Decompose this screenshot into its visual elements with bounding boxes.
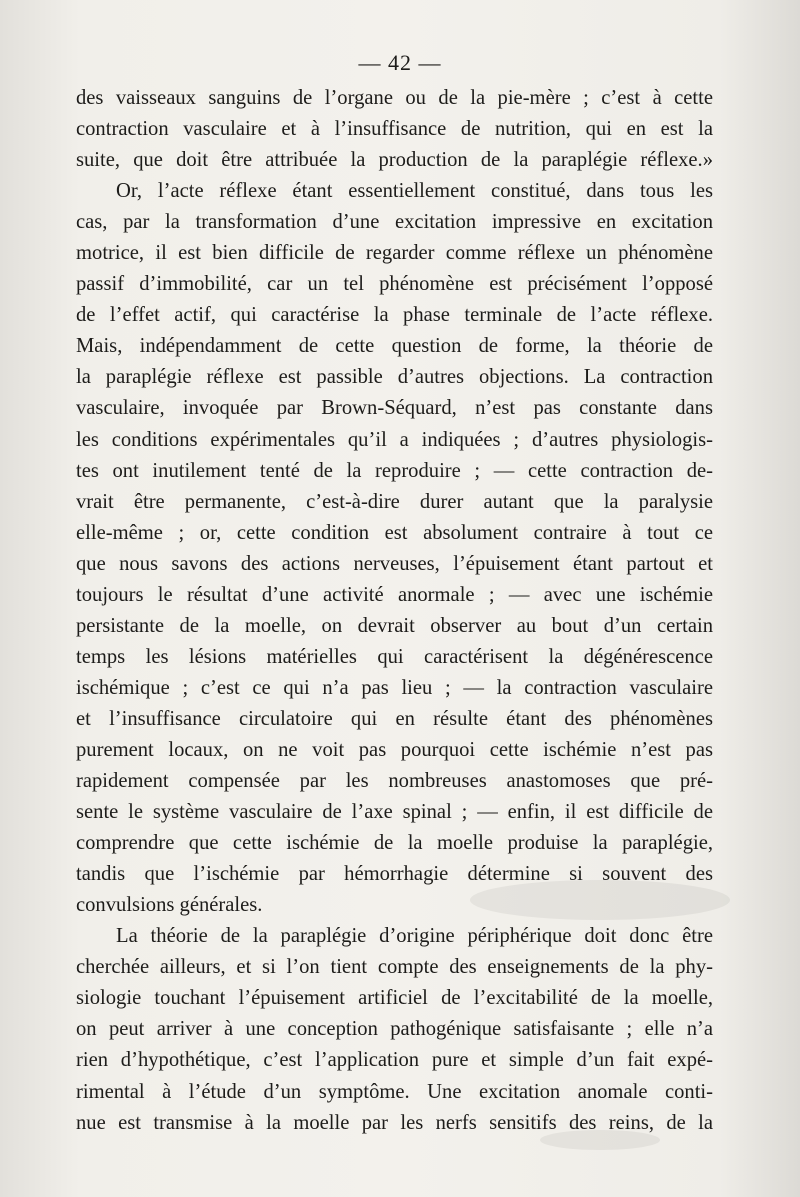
text-line: Or, l’acte réflexe étant essentiellement constitué, dans tous les [116, 180, 713, 203]
text-line: rapidement compensée par les nombreuses anastomoses que pré- [76, 770, 713, 793]
text-line: suite, que doit être attribuée la production de la paraplégie réflexe.» [76, 149, 713, 172]
text-line: les conditions expérimentales qu’il a indiquées ; d’autres physiologis- [76, 428, 713, 451]
text-line: comprendre que cette ischémie de la moelle produise la paraplégie, [76, 832, 713, 855]
text-line: que nous savons des actions nerveuses, l’épuisement étant partout et [76, 552, 713, 575]
text-line: toujours le résultat d’une activité anormale ; — avec une ischémie [76, 583, 713, 606]
text-line: Mais, indépendamment de cette question de forme, la théorie de [76, 335, 713, 358]
text-line: motrice, il est bien difficile de regarder comme réflexe un phénomène [76, 242, 713, 265]
text-line: siologie touchant l’épuisement artificiel de l’excitabilité de la moelle, [76, 987, 713, 1010]
text-line: purement locaux, on ne voit pas pourquoi cette ischémie n’est pas [76, 738, 713, 761]
text-line: vrait être permanente, c’est-à-dire durer autant que la paralysie [76, 490, 713, 513]
text-line: La théorie de la paraplégie d’origine périphérique doit donc être [116, 925, 713, 948]
text-line: ischémique ; c’est ce qui n’a pas lieu ; — la contraction vasculaire [76, 676, 713, 699]
text-line: persistante de la moelle, on devrait observer au bout d’un certain [76, 614, 713, 637]
text-line: elle-même ; or, cette condition est absolument contraire à tout ce [76, 521, 713, 544]
text-line: des vaisseaux sanguins de l’organe ou de la pie-mère ; c’est à cette [76, 87, 713, 109]
text-line: nue est transmise à la moelle par les nerfs sensitifs des reins, de la [76, 1111, 713, 1134]
text-line: cas, par la transformation d’une excitation impressive en excitation [76, 211, 713, 234]
body-text [76, 83, 713, 1139]
text-line: rimental à l’étude d’un symptôme. Une excitation anomale conti- [76, 1080, 713, 1103]
text-line: on peut arriver à une conception pathogénique satisfaisante ; elle n’a [76, 1018, 713, 1041]
text-line: la paraplégie réflexe est passible d’autres objections. La contraction [76, 366, 713, 389]
text-line: temps les lésions matérielles qui caractérisent la dégénérescence [76, 645, 713, 668]
text-line: de l’effet actif, qui caractérise la phase terminale de l’acte réflexe. [76, 304, 713, 327]
text-line: convulsions générales. [76, 894, 263, 917]
page-number: — 42 — [358, 50, 442, 75]
text-line: tes ont inutilement tenté de la reproduire ; — cette contraction de- [76, 459, 713, 482]
text-line: sente le système vasculaire de l’axe spinal ; — enfin, il est difficile de [76, 801, 713, 824]
text-line: rien d’hypothétique, c’est l’application pure et simple d’un fait expé- [76, 1049, 713, 1072]
text-line: cherchée ailleurs, et si l’on tient compte des enseignements de la phy- [76, 956, 713, 979]
text-line: passif d’immobilité, car un tel phénomène est précisément l’opposé [76, 273, 713, 296]
text-line: vasculaire, invoquée par Brown-Séquard, n’est pas constante dans [76, 397, 713, 420]
text-line: et l’insuffisance circulatoire qui en résulte étant des phénomènes [76, 707, 713, 730]
text-line: contraction vasculaire et à l’insuffisance de nutrition, qui en est la [76, 118, 713, 141]
text-line: tandis que l’ischémie par hémorrhagie détermine si souvent des [76, 863, 713, 886]
